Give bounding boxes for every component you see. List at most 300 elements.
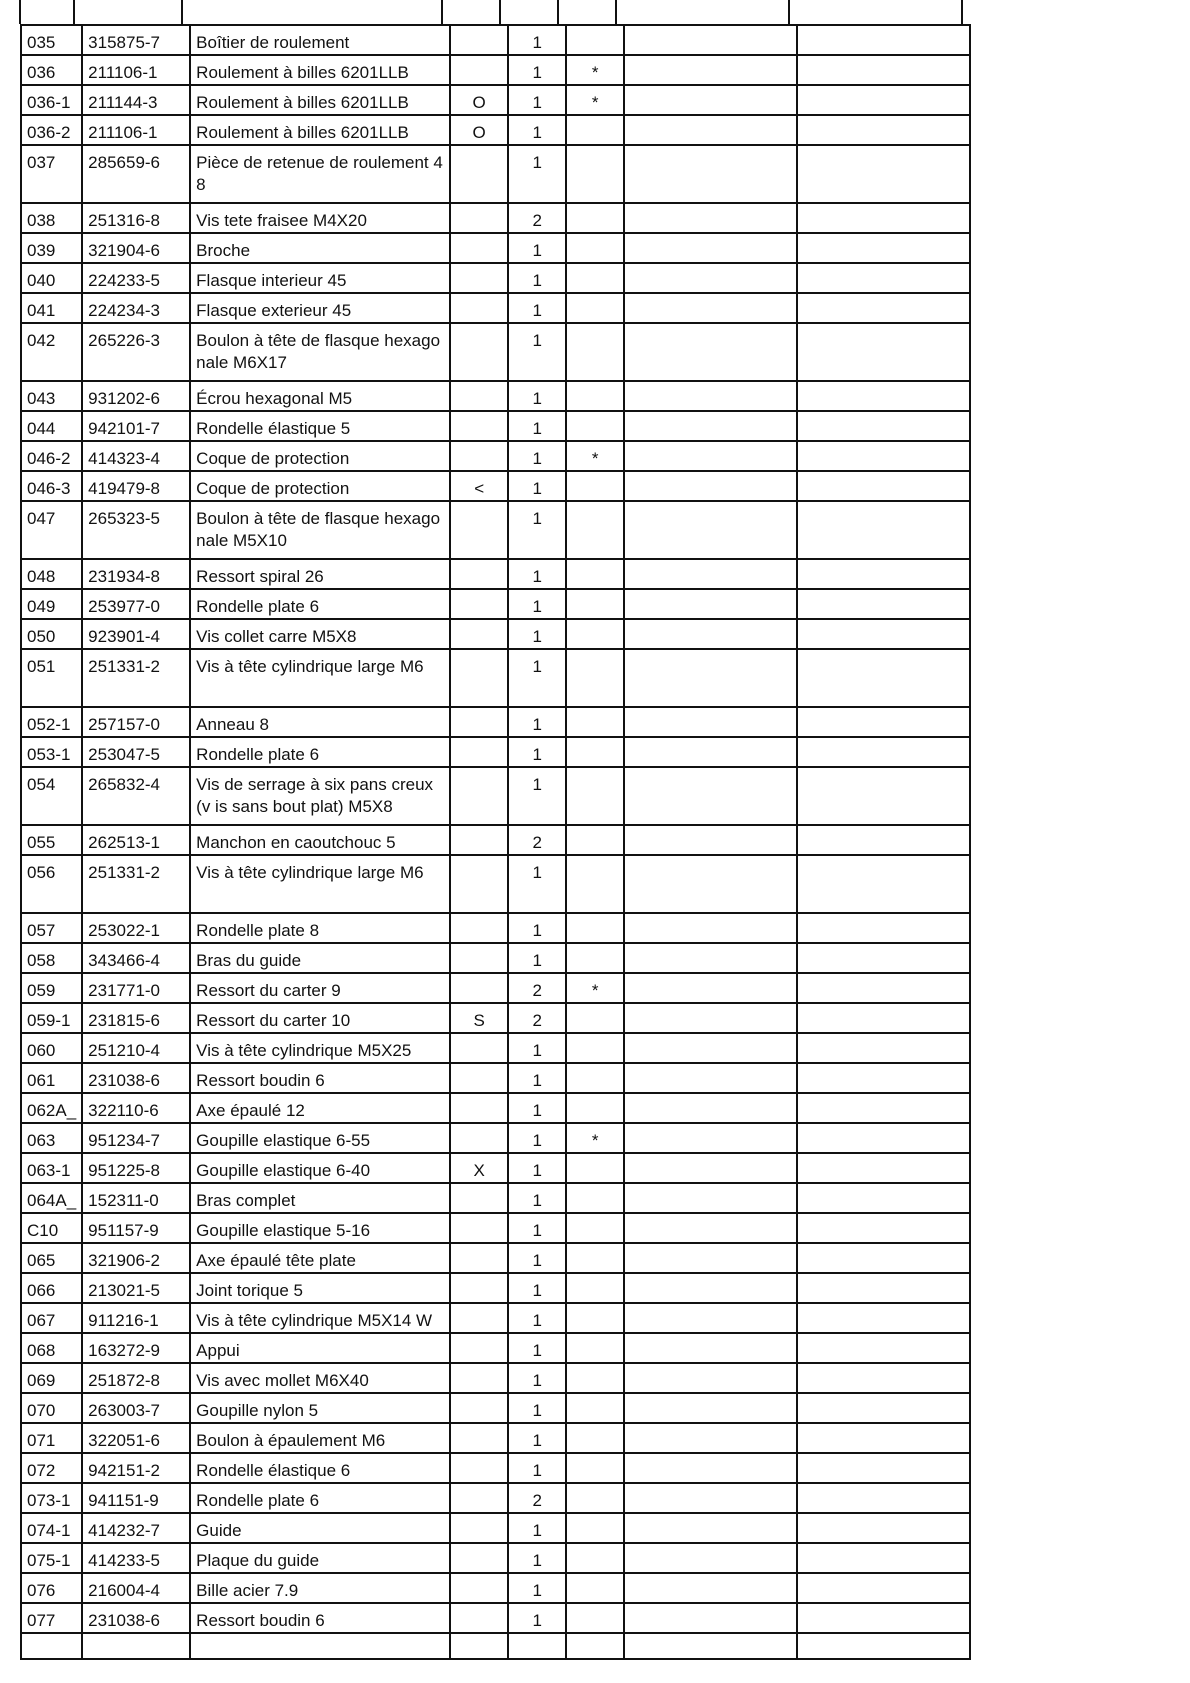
table-row	[21, 737, 970, 767]
change-flag-cell	[450, 411, 508, 441]
item-number-cell: 068	[21, 1333, 82, 1363]
part-number-cell: 231771-0	[82, 973, 190, 1003]
change-flag-cell	[450, 913, 508, 943]
part-number-cell: 251316-8	[82, 203, 190, 233]
part-number-cell: 263003-7	[82, 1393, 190, 1423]
table-row	[21, 85, 970, 115]
change-flag-cell	[450, 323, 508, 381]
blank-cell	[797, 737, 970, 767]
description-cell: Ressort du carter 10	[190, 1003, 450, 1033]
item-number-cell: 037	[21, 145, 82, 203]
description-cell: Rondelle élastique 6	[190, 1453, 450, 1483]
blank-cell	[797, 1453, 970, 1483]
quantity-cell: 1	[508, 25, 566, 55]
item-number-cell: 049	[21, 589, 82, 619]
blank-cell	[797, 381, 970, 411]
change-flag-cell	[450, 1423, 508, 1453]
table-row	[21, 263, 970, 293]
quantity-cell: 1	[508, 1543, 566, 1573]
item-number-cell: 039	[21, 233, 82, 263]
blank-cell	[624, 1033, 797, 1063]
quantity-cell: 1	[508, 441, 566, 471]
change-flag-cell	[450, 559, 508, 589]
part-number-cell: 265226-3	[82, 323, 190, 381]
blank-cell	[797, 441, 970, 471]
blank-cell	[624, 649, 797, 707]
part-number-cell: 941151-9	[82, 1483, 190, 1513]
item-number-cell: 040	[21, 263, 82, 293]
blank-cell	[797, 619, 970, 649]
change-flag-cell	[450, 1513, 508, 1543]
blank-cell	[624, 1393, 797, 1423]
table-row	[21, 1633, 970, 1659]
quantity-cell: 1	[508, 767, 566, 825]
change-flag-cell	[450, 1213, 508, 1243]
item-number-cell: 059-1	[21, 1003, 82, 1033]
part-number-cell: 251331-2	[82, 855, 190, 913]
blank-cell	[797, 825, 970, 855]
quantity-cell: 1	[508, 1033, 566, 1063]
description-cell	[190, 1633, 450, 1659]
change-flag-cell: O	[450, 115, 508, 145]
description-cell: Flasque exterieur 45	[190, 293, 450, 323]
blank-cell	[797, 1483, 970, 1513]
description-cell: Axe épaulé 12	[190, 1093, 450, 1123]
table-row	[21, 707, 970, 737]
table-row	[21, 1483, 970, 1513]
note-mark-cell	[566, 381, 624, 411]
part-number-cell: 262513-1	[82, 825, 190, 855]
note-mark-cell	[566, 1063, 624, 1093]
item-number-cell: 060	[21, 1033, 82, 1063]
column-rule	[788, 0, 790, 24]
item-number-cell: 058	[21, 943, 82, 973]
blank-cell	[624, 323, 797, 381]
item-number-cell: 065	[21, 1243, 82, 1273]
quantity-cell: 1	[508, 649, 566, 707]
quantity-cell: 1	[508, 85, 566, 115]
blank-cell	[797, 323, 970, 381]
description-cell: Rondelle plate 6	[190, 589, 450, 619]
blank-cell	[624, 1213, 797, 1243]
blank-cell	[624, 1333, 797, 1363]
description-cell: Vis tete fraisee M4X20	[190, 203, 450, 233]
quantity-cell: 2	[508, 973, 566, 1003]
part-number-cell: 213021-5	[82, 1273, 190, 1303]
note-mark-cell	[566, 619, 624, 649]
part-number-cell: 951225-8	[82, 1153, 190, 1183]
table-row	[21, 441, 970, 471]
change-flag-cell	[450, 145, 508, 203]
item-number-cell: 047	[21, 501, 82, 559]
item-number-cell: 041	[21, 293, 82, 323]
description-cell: Guide	[190, 1513, 450, 1543]
table-row	[21, 943, 970, 973]
blank-cell	[797, 1003, 970, 1033]
description-cell: Vis à tête cylindrique M5X25	[190, 1033, 450, 1063]
change-flag-cell	[450, 1273, 508, 1303]
item-number-cell: 067	[21, 1303, 82, 1333]
change-flag-cell	[450, 1363, 508, 1393]
blank-cell	[797, 943, 970, 973]
blank-cell	[797, 293, 970, 323]
blank-cell	[624, 263, 797, 293]
change-flag-cell	[450, 381, 508, 411]
quantity-cell: 1	[508, 263, 566, 293]
note-mark-cell: *	[566, 973, 624, 1003]
note-mark-cell	[566, 559, 624, 589]
column-rule	[499, 0, 501, 24]
part-number-cell: 265832-4	[82, 767, 190, 825]
quantity-cell: 1	[508, 471, 566, 501]
note-mark-cell	[566, 589, 624, 619]
table-row	[21, 1183, 970, 1213]
blank-cell	[624, 559, 797, 589]
description-cell: Ressort boudin 6	[190, 1603, 450, 1633]
blank-cell	[797, 1363, 970, 1393]
blank-cell	[797, 25, 970, 55]
blank-cell	[797, 411, 970, 441]
quantity-cell: 1	[508, 707, 566, 737]
blank-cell	[624, 1123, 797, 1153]
part-number-cell: 231038-6	[82, 1063, 190, 1093]
item-number-cell: 051	[21, 649, 82, 707]
change-flag-cell	[450, 589, 508, 619]
part-number-cell: 251872-8	[82, 1363, 190, 1393]
part-number-cell: 911216-1	[82, 1303, 190, 1333]
quantity-cell: 1	[508, 293, 566, 323]
blank-cell	[797, 1513, 970, 1543]
note-mark-cell: *	[566, 1123, 624, 1153]
table-row	[21, 1333, 970, 1363]
description-cell: Broche	[190, 233, 450, 263]
blank-cell	[797, 559, 970, 589]
description-cell: Boulon à épaulement M6	[190, 1423, 450, 1453]
blank-cell	[797, 1603, 970, 1633]
blank-cell	[797, 471, 970, 501]
item-number-cell: 043	[21, 381, 82, 411]
description-cell: Plaque du guide	[190, 1543, 450, 1573]
item-number-cell: 062A_	[21, 1093, 82, 1123]
change-flag-cell	[450, 1333, 508, 1363]
blank-cell	[797, 263, 970, 293]
change-flag-cell	[450, 1243, 508, 1273]
parts-list-table	[20, 24, 971, 1660]
column-rule	[181, 0, 183, 24]
quantity-cell: 1	[508, 1123, 566, 1153]
blank-cell	[624, 825, 797, 855]
item-number-cell: 048	[21, 559, 82, 589]
change-flag-cell: <	[450, 471, 508, 501]
change-flag-cell	[450, 25, 508, 55]
blank-cell	[797, 115, 970, 145]
change-flag-cell: O	[450, 85, 508, 115]
blank-cell	[624, 1603, 797, 1633]
item-number-cell: 054	[21, 767, 82, 825]
description-cell: Vis à tête cylindrique M5X14 W	[190, 1303, 450, 1333]
change-flag-cell	[450, 1573, 508, 1603]
note-mark-cell	[566, 1033, 624, 1063]
item-number-cell: 070	[21, 1393, 82, 1423]
change-flag-cell	[450, 943, 508, 973]
item-number-cell: 063	[21, 1123, 82, 1153]
description-cell: Ressort spiral 26	[190, 559, 450, 589]
item-number-cell: C10	[21, 1213, 82, 1243]
part-number-cell: 152311-0	[82, 1183, 190, 1213]
item-number-cell: 053-1	[21, 737, 82, 767]
item-number-cell: 066	[21, 1273, 82, 1303]
table-row	[21, 649, 970, 707]
item-number-cell: 073-1	[21, 1483, 82, 1513]
table-row	[21, 323, 970, 381]
table-row	[21, 293, 970, 323]
quantity-cell: 1	[508, 913, 566, 943]
table-row	[21, 1123, 970, 1153]
part-number-cell: 224234-3	[82, 293, 190, 323]
blank-cell	[797, 1273, 970, 1303]
description-cell: Rondelle élastique 5	[190, 411, 450, 441]
note-mark-cell: *	[566, 441, 624, 471]
blank-cell	[624, 1093, 797, 1123]
description-cell: Rondelle plate 6	[190, 1483, 450, 1513]
note-mark-cell	[566, 1183, 624, 1213]
change-flag-cell	[450, 1123, 508, 1153]
blank-cell	[624, 589, 797, 619]
change-flag-cell	[450, 1303, 508, 1333]
quantity-cell: 1	[508, 1243, 566, 1273]
note-mark-cell	[566, 1093, 624, 1123]
table-row	[21, 619, 970, 649]
part-number-cell: 951234-7	[82, 1123, 190, 1153]
part-number-cell: 414232-7	[82, 1513, 190, 1543]
change-flag-cell	[450, 707, 508, 737]
blank-cell	[797, 1303, 970, 1333]
description-cell: Bras du guide	[190, 943, 450, 973]
item-number-cell: 044	[21, 411, 82, 441]
blank-cell	[797, 1573, 970, 1603]
note-mark-cell	[566, 1513, 624, 1543]
change-flag-cell	[450, 1063, 508, 1093]
description-cell: Coque de protection	[190, 471, 450, 501]
quantity-cell: 2	[508, 825, 566, 855]
quantity-cell: 1	[508, 1153, 566, 1183]
note-mark-cell	[566, 855, 624, 913]
part-number-cell: 322051-6	[82, 1423, 190, 1453]
blank-cell	[624, 25, 797, 55]
change-flag-cell	[450, 737, 508, 767]
blank-cell	[624, 1273, 797, 1303]
description-cell: Boulon à tête de flasque hexago nale M5X10	[190, 501, 450, 559]
quantity-cell: 1	[508, 381, 566, 411]
note-mark-cell	[566, 1633, 624, 1659]
part-number-cell: 253977-0	[82, 589, 190, 619]
description-cell: Roulement à billes 6201LLB	[190, 55, 450, 85]
change-flag-cell	[450, 767, 508, 825]
quantity-cell: 1	[508, 145, 566, 203]
description-cell: Joint torique 5	[190, 1273, 450, 1303]
description-cell: Pièce de retenue de roulement 4 8	[190, 145, 450, 203]
quantity-cell: 1	[508, 855, 566, 913]
table-row	[21, 855, 970, 913]
item-number-cell: 057	[21, 913, 82, 943]
change-flag-cell	[450, 825, 508, 855]
table-row	[21, 1003, 970, 1033]
note-mark-cell	[566, 1453, 624, 1483]
blank-cell	[624, 293, 797, 323]
blank-cell	[624, 1063, 797, 1093]
quantity-cell	[508, 1633, 566, 1659]
description-cell: Ressort du carter 9	[190, 973, 450, 1003]
blank-cell	[797, 1063, 970, 1093]
note-mark-cell	[566, 1603, 624, 1633]
description-cell: Roulement à billes 6201LLB	[190, 115, 450, 145]
blank-cell	[797, 649, 970, 707]
item-number-cell: 075-1	[21, 1543, 82, 1573]
blank-cell	[624, 381, 797, 411]
blank-cell	[797, 1093, 970, 1123]
description-cell: Boulon à tête de flasque hexago nale M6X17	[190, 323, 450, 381]
quantity-cell: 2	[508, 1003, 566, 1033]
quantity-cell: 1	[508, 943, 566, 973]
part-number-cell: 942151-2	[82, 1453, 190, 1483]
blank-cell	[624, 471, 797, 501]
change-flag-cell	[450, 233, 508, 263]
quantity-cell: 1	[508, 1603, 566, 1633]
table-row	[21, 1603, 970, 1633]
change-flag-cell	[450, 649, 508, 707]
note-mark-cell	[566, 649, 624, 707]
note-mark-cell	[566, 203, 624, 233]
blank-cell	[624, 1633, 797, 1659]
table-row	[21, 145, 970, 203]
blank-cell	[797, 1423, 970, 1453]
part-number-cell: 321906-2	[82, 1243, 190, 1273]
item-number-cell: 077	[21, 1603, 82, 1633]
quantity-cell: 1	[508, 1573, 566, 1603]
change-flag-cell	[450, 501, 508, 559]
item-number-cell: 064A_	[21, 1183, 82, 1213]
note-mark-cell	[566, 1393, 624, 1423]
part-number-cell: 419479-8	[82, 471, 190, 501]
table-row	[21, 55, 970, 85]
part-number-cell: 251331-2	[82, 649, 190, 707]
blank-cell	[797, 767, 970, 825]
blank-cell	[624, 1453, 797, 1483]
table-row	[21, 411, 970, 441]
note-mark-cell	[566, 471, 624, 501]
note-mark-cell	[566, 501, 624, 559]
change-flag-cell	[450, 293, 508, 323]
blank-cell	[624, 913, 797, 943]
blank-cell	[624, 145, 797, 203]
description-cell: Goupille elastique 6-40	[190, 1153, 450, 1183]
note-mark-cell	[566, 263, 624, 293]
table-row	[21, 1453, 970, 1483]
blank-cell	[797, 913, 970, 943]
change-flag-cell	[450, 441, 508, 471]
table-row	[21, 1513, 970, 1543]
blank-cell	[797, 1633, 970, 1659]
item-number-cell: 046-3	[21, 471, 82, 501]
table-row	[21, 825, 970, 855]
table-row	[21, 115, 970, 145]
quantity-cell: 1	[508, 737, 566, 767]
table-row	[21, 1363, 970, 1393]
note-mark-cell	[566, 1213, 624, 1243]
note-mark-cell	[566, 1483, 624, 1513]
part-number-cell: 265323-5	[82, 501, 190, 559]
table-row	[21, 589, 970, 619]
quantity-cell: 1	[508, 1363, 566, 1393]
change-flag-cell	[450, 619, 508, 649]
blank-cell	[797, 203, 970, 233]
blank-cell	[797, 589, 970, 619]
change-flag-cell	[450, 1633, 508, 1659]
change-flag-cell: X	[450, 1153, 508, 1183]
column-rule	[961, 0, 963, 24]
change-flag-cell	[450, 1453, 508, 1483]
quantity-cell: 1	[508, 1393, 566, 1423]
description-cell: Vis avec mollet M6X40	[190, 1363, 450, 1393]
description-cell: Goupille nylon 5	[190, 1393, 450, 1423]
note-mark-cell	[566, 411, 624, 441]
quantity-cell: 1	[508, 115, 566, 145]
column-rule	[615, 0, 617, 24]
description-cell: Flasque interieur 45	[190, 263, 450, 293]
quantity-cell: 1	[508, 1303, 566, 1333]
blank-cell	[797, 1543, 970, 1573]
note-mark-cell	[566, 145, 624, 203]
part-number-cell: 315875-7	[82, 25, 190, 55]
item-number-cell: 056	[21, 855, 82, 913]
part-number-cell: 211144-3	[82, 85, 190, 115]
blank-cell	[624, 233, 797, 263]
note-mark-cell	[566, 1153, 624, 1183]
note-mark-cell: *	[566, 85, 624, 115]
blank-cell	[797, 707, 970, 737]
note-mark-cell	[566, 707, 624, 737]
description-cell: Appui	[190, 1333, 450, 1363]
quantity-cell: 1	[508, 1273, 566, 1303]
description-cell: Rondelle plate 6	[190, 737, 450, 767]
note-mark-cell	[566, 767, 624, 825]
table-row	[21, 501, 970, 559]
blank-cell	[624, 1303, 797, 1333]
part-number-cell: 322110-6	[82, 1093, 190, 1123]
item-number-cell: 076	[21, 1573, 82, 1603]
description-cell: Écrou hexagonal M5	[190, 381, 450, 411]
note-mark-cell	[566, 1243, 624, 1273]
description-cell: Vis à tête cylindrique large M6	[190, 649, 450, 707]
note-mark-cell	[566, 115, 624, 145]
item-number-cell: 059	[21, 973, 82, 1003]
quantity-cell: 1	[508, 1213, 566, 1243]
item-number-cell: 036-2	[21, 115, 82, 145]
description-cell: Rondelle plate 8	[190, 913, 450, 943]
change-flag-cell: S	[450, 1003, 508, 1033]
change-flag-cell	[450, 263, 508, 293]
blank-cell	[624, 55, 797, 85]
table-row	[21, 471, 970, 501]
item-number-cell: 071	[21, 1423, 82, 1453]
change-flag-cell	[450, 1603, 508, 1633]
quantity-cell: 1	[508, 323, 566, 381]
blank-cell	[797, 1153, 970, 1183]
blank-cell	[624, 115, 797, 145]
blank-cell	[624, 1243, 797, 1273]
description-cell: Manchon en caoutchouc 5	[190, 825, 450, 855]
table-row	[21, 1303, 970, 1333]
